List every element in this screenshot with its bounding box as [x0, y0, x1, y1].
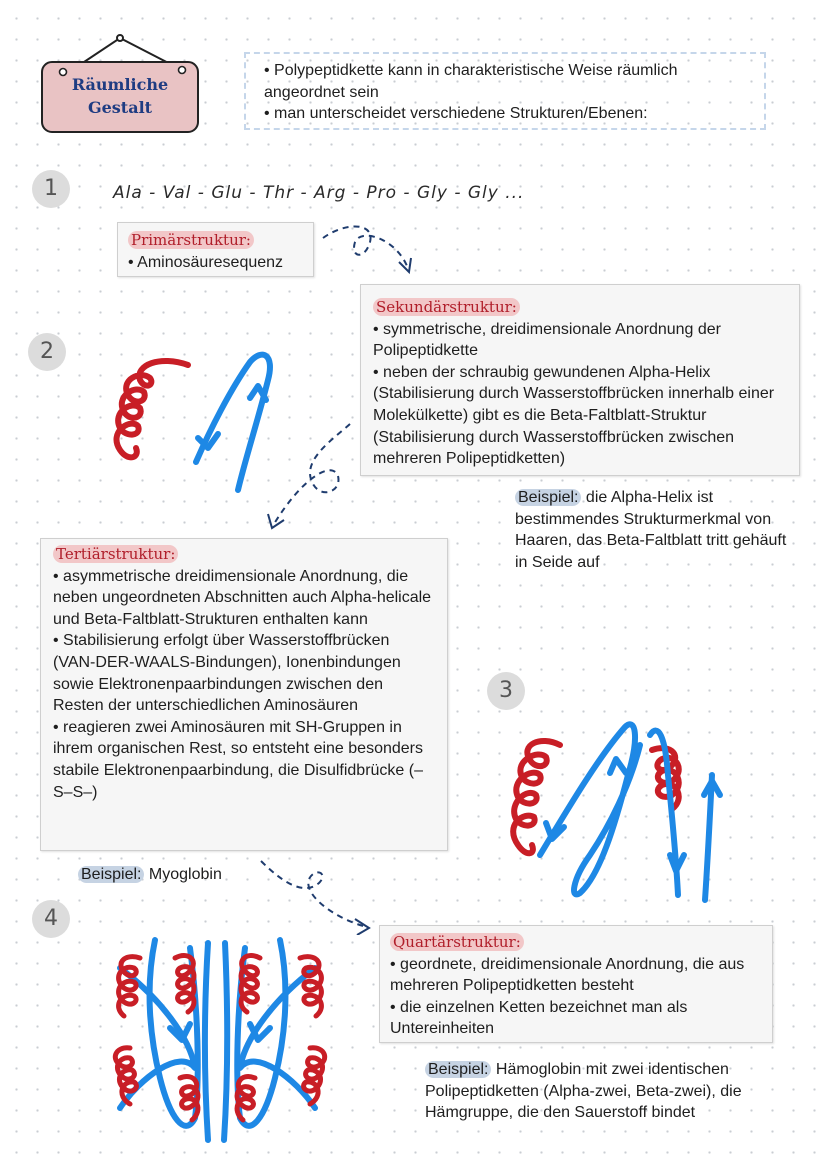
quaternary-item-2: • die einzelnen Ketten bezeichnet man als Untereinheiten — [390, 998, 688, 1038]
tertiary-item-2: • Stabilisierung erfolgt über Wasserstoffbrücken (VAN-DER-WAALS-Bindungen), Ionenbindungen sowie Elektronenpaarbindungen zwischen den Resten der unterschiedlichen Aminosäuren — [53, 632, 401, 715]
alpha-helix — [116, 361, 188, 457]
step-3-badge: 3 — [487, 672, 525, 710]
arrow-tertiary-to-quaternary — [255, 855, 380, 935]
arrow-primary-to-secondary — [315, 220, 425, 280]
secondary-item-2: • neben der schraubig gewundenen Alpha-Helix (Stabilisierung durch Wasserstoffbrücken innerhalb einer Molekülkette) gibt es die Beta-Faltblatt-Struktur (Stabilisierung durch Wasserstoffbrücken zwischen mehreren Polipeptidketten) — [373, 363, 775, 468]
secondary-title: Sekundärstruktur: — [373, 298, 520, 316]
step-1-badge: 1 — [32, 170, 70, 208]
quaternary-example-label: Beispiel: — [425, 1061, 491, 1078]
title-sign — [42, 63, 198, 129]
intro-line-1: • Polypeptidkette kann in charakteristische Weise räumlich angeordnet sein — [264, 62, 678, 101]
tertiary-example — [78, 864, 222, 886]
beta-sheet-strand — [196, 355, 270, 490]
quaternary-title: Quartärstruktur: — [390, 933, 524, 951]
quaternary-structure-box — [379, 925, 773, 1043]
tertiary-item-1: • asymmetrische dreidimensionale Anordnung, die neben ungeordneten Abschnitten auch Alpha-helicale und Beta-Faltblatt-Strukturen enthalten kann — [53, 567, 432, 628]
tertiary-structure-illustration — [500, 715, 740, 915]
secondary-example-label: Beispiel: — [515, 489, 581, 506]
tertiary-example-text: Myoglobin — [144, 866, 222, 883]
secondary-item-1: • symmetrische, dreidimensionale Anordnung der Polipeptidkette — [373, 320, 721, 360]
tertiary-item-3: • reagieren zwei Aminosäuren mit SH-Gruppen in ihrem organischen Rest, so entsteht eine besonders stabile Elektronenpaarbindung, die Disulfidbrücke (–S–S–) — [53, 718, 423, 801]
primary-item-1: • Aminosäuresequenz — [128, 253, 284, 271]
quaternary-structure-illustration — [100, 928, 340, 1153]
step-4-badge: 4 — [32, 900, 70, 938]
step-2-badge: 2 — [28, 333, 66, 371]
quaternary-item-1: • geordnete, dreidimensionale Anordnung, die aus mehreren Polipeptidketten besteht — [390, 955, 745, 995]
quaternary-example — [425, 1059, 785, 1124]
tertiary-title: Tertiärstruktur: — [53, 545, 178, 563]
arrow-secondary-to-tertiary — [262, 420, 362, 535]
secondary-example-text: die Alpha-Helix ist bestimmendes Strukturmerkmal von Haaren, das Beta-Faltblatt tritt gehäuft in Seide auf — [515, 489, 787, 571]
primary-structure-box — [117, 222, 314, 277]
amino-acid-sequence: Ala - Val - Glu - Thr - Arg - Pro - Gly - Gly ... — [113, 183, 525, 203]
secondary-example — [515, 487, 800, 573]
primary-title: Primärstruktur: — [128, 231, 254, 249]
tertiary-structure-box — [40, 538, 448, 851]
intro-box — [244, 52, 766, 130]
secondary-structure-box — [360, 284, 800, 476]
title-line-1: Räumliche — [71, 75, 169, 94]
title-line-2: Gestalt — [87, 98, 153, 117]
quaternary-example-text: Hämoglobin mit zwei identischen Polipeptidketten (Alpha-zwei, Beta-zwei), die Hämgruppe, die den Sauerstoff bindet — [425, 1061, 742, 1122]
intro-line-2: • man unterscheidet verschiedene Strukturen/Ebenen: — [264, 105, 648, 123]
tertiary-example-label: Beispiel: — [78, 866, 144, 883]
